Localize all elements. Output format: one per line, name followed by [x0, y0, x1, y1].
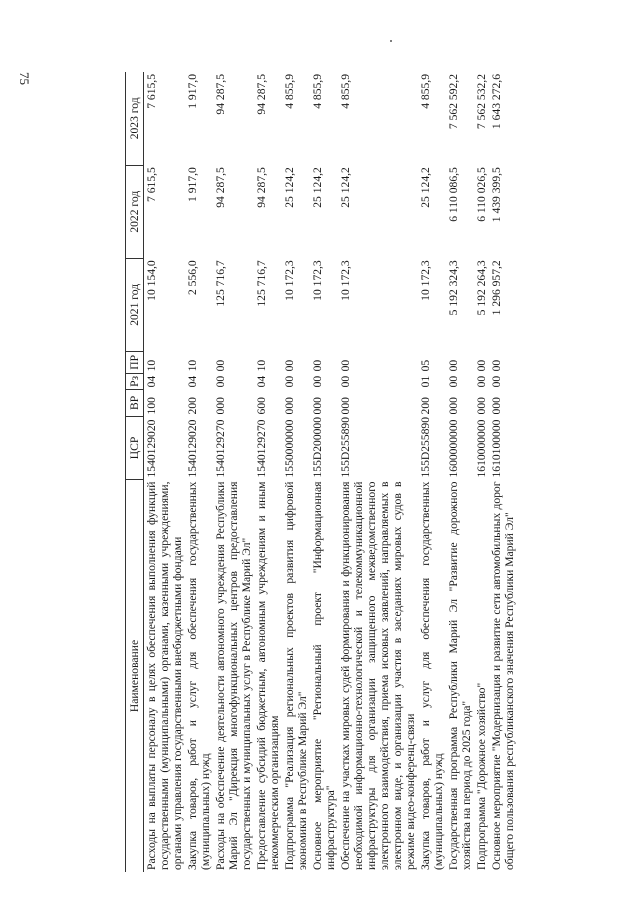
row-2022: 25 124,2 — [339, 167, 352, 208]
row-name: Закупка товаров, работ и услуг для обеспечения государственных (муниципальных) нужд — [419, 481, 445, 870]
row-csr: 1610100000 — [490, 419, 503, 478]
row-rz: 01 — [419, 375, 432, 388]
header-2022: 2022 год — [126, 165, 144, 258]
row-csr: 155D200000 — [311, 416, 324, 478]
row-rz: 04 — [186, 375, 199, 388]
row-2021: 125 716,7 — [214, 260, 227, 307]
header-2023: 2023 год — [126, 72, 144, 165]
row-vr: 000 — [339, 397, 352, 415]
header-pr: ПР — [126, 351, 144, 373]
row-2022: 25 124,2 — [311, 167, 324, 208]
row-2023: 4 855,9 — [339, 74, 352, 109]
row-2023: 7 615,5 — [145, 74, 158, 109]
row-csr: 1540129020 — [145, 419, 158, 478]
row-csr: 1610000000 — [475, 419, 488, 478]
row-pr: 00 — [214, 359, 227, 372]
row-2021: 10 172,3 — [419, 260, 432, 301]
table-row — [418, 72, 446, 872]
table-row — [185, 72, 213, 872]
table-row — [254, 72, 282, 872]
row-2022: 1 917,0 — [186, 167, 199, 202]
row-name: Основное мероприятие "Модернизация и развитие сети автомобильных дорог общего пользования республиканского значения Республики Марий Эл" — [490, 481, 516, 870]
row-pr: 00 — [490, 359, 503, 372]
row-rz: 00 — [490, 375, 503, 388]
row-2023: 4 855,9 — [311, 74, 324, 109]
row-2021: 2 556,0 — [186, 260, 199, 296]
row-vr: 200 — [419, 397, 432, 415]
page-number: 75 — [17, 72, 32, 85]
row-pr: 05 — [419, 359, 432, 372]
rotated-table-area — [125, 72, 625, 872]
row-2022: 6 110 026,5 — [475, 167, 488, 222]
row-2022: 25 124,2 — [419, 167, 432, 208]
row-2023: 94 287,5 — [214, 74, 227, 115]
row-2021: 125 716,7 — [255, 260, 268, 307]
row-vr: 000 — [490, 397, 503, 415]
row-2022: 7 615,5 — [145, 167, 158, 202]
table-row — [213, 72, 254, 872]
row-csr: 1540129270 — [255, 419, 268, 478]
row-rz: 04 — [255, 375, 268, 388]
row-rz: 00 — [339, 375, 352, 388]
row-2023: 4 855,9 — [419, 74, 432, 109]
row-name: Расходы на обеспечение деятельности автономного учреждения Республики Марий Эл "Дирекция многофункциональных центров предоставления государственных и муниципальных услуг в Республике Марий Эл" — [214, 481, 253, 870]
row-name: Государственная программа Республики Марий Эл "Развитие дорожного хозяйства на период до 2025 года" — [447, 481, 473, 870]
table-row — [310, 72, 338, 872]
row-name: Подпрограмма "Дорожное хозяйство" — [475, 682, 488, 870]
row-rz: 00 — [475, 375, 488, 388]
row-2023: 1 643 272,6 — [490, 74, 503, 130]
row-rz: 00 — [311, 375, 324, 388]
row-2022: 94 287,5 — [214, 167, 227, 208]
header-2021: 2021 год — [126, 258, 144, 351]
row-pr: 00 — [447, 359, 460, 372]
row-name: Предоставление субсидий бюджетным, автономным учреждениям и иным некоммерческим организациям — [255, 481, 281, 870]
row-pr: 00 — [283, 359, 296, 372]
row-2021: 10 172,3 — [339, 260, 352, 301]
row-2023: 94 287,5 — [255, 74, 268, 115]
row-vr: 000 — [214, 397, 227, 415]
row-name: Обеспечение на участках мировых судей формирования и функционирования необходимой информационно-технологической и телекоммуникационной инфраструктуры для организации защищенного межведомственного электронного взаимодействия, приема исковых заявлений, направляемых в электронном виде, и организации участия в заседаниях мировых судов в режиме видео-конференц-связи — [339, 481, 417, 870]
row-2023: 7 562 592,2 — [447, 74, 460, 130]
row-2022: 1 439 399,5 — [490, 167, 503, 223]
table-row — [489, 72, 517, 872]
row-pr: 00 — [339, 359, 352, 372]
row-2022: 94 287,5 — [255, 167, 268, 208]
row-rz: 00 — [447, 375, 460, 388]
row-vr: 000 — [311, 397, 324, 415]
row-csr: 155D255890 — [419, 416, 432, 478]
row-vr: 100 — [145, 397, 158, 415]
row-vr: 600 — [255, 397, 268, 415]
table-row — [338, 72, 418, 872]
row-2021: 5 192 264,3 — [475, 260, 488, 316]
row-csr: 1540129020 — [186, 419, 199, 478]
row-rz: 04 — [145, 375, 158, 388]
header-csr: ЦСР — [126, 416, 144, 479]
row-pr: 00 — [311, 359, 324, 372]
row-name: Основное мероприятие "Региональный проект "Информационная инфраструктура" — [311, 481, 337, 870]
row-csr: 1550000000 — [283, 419, 296, 478]
row-name: Подпрограмма "Реализация региональных проектов развития цифровой экономики в Республике Марий Эл" — [283, 481, 309, 870]
row-csr: 1540129270 — [214, 419, 227, 478]
table-row — [144, 72, 186, 872]
row-2023: 7 562 532,2 — [475, 74, 488, 130]
row-2023: 4 855,9 — [283, 74, 296, 109]
row-2021: 1 296 957,2 — [490, 260, 503, 316]
header-vr: ВР — [126, 389, 144, 416]
row-vr: 200 — [186, 397, 199, 415]
row-vr: 000 — [283, 397, 296, 415]
row-csr: 155D255890 — [339, 416, 352, 478]
row-rz: 00 — [214, 375, 227, 388]
row-rz: 00 — [283, 375, 296, 388]
row-vr: 000 — [447, 397, 460, 415]
budget-table — [125, 72, 517, 872]
row-pr: 10 — [145, 359, 158, 372]
row-2021: 10 172,3 — [283, 260, 296, 301]
row-pr: 10 — [255, 359, 268, 372]
row-name: Закупка товаров, работ и услуг для обеспечения государственных (муниципальных) нужд — [186, 481, 212, 870]
row-2021: 5 192 324,3 — [447, 260, 460, 316]
row-pr: 00 — [475, 359, 488, 372]
row-2023: 1 917,0 — [186, 74, 199, 109]
table-row — [282, 72, 310, 872]
row-csr: 1600000000 — [447, 419, 460, 478]
header-rz: Рз — [126, 373, 144, 389]
table-header-row — [126, 72, 144, 872]
row-2022: 6 110 086,5 — [447, 167, 460, 222]
table-row — [446, 72, 474, 872]
row-name: Расходы на выплаты персоналу в целях обеспечения выполнения функций государственными (муниципальными) органами, казенными учреждениями, органами управления государственными внебюджетными фондами — [145, 481, 184, 870]
scan-dot — [390, 40, 392, 42]
row-pr: 10 — [186, 359, 199, 372]
header-name: Наименование — [126, 480, 144, 872]
row-2021: 10 172,3 — [311, 260, 324, 301]
row-2021: 10 154,0 — [145, 260, 158, 301]
row-2022: 25 124,2 — [283, 167, 296, 208]
table-row — [474, 72, 489, 872]
row-vr: 000 — [475, 397, 488, 415]
